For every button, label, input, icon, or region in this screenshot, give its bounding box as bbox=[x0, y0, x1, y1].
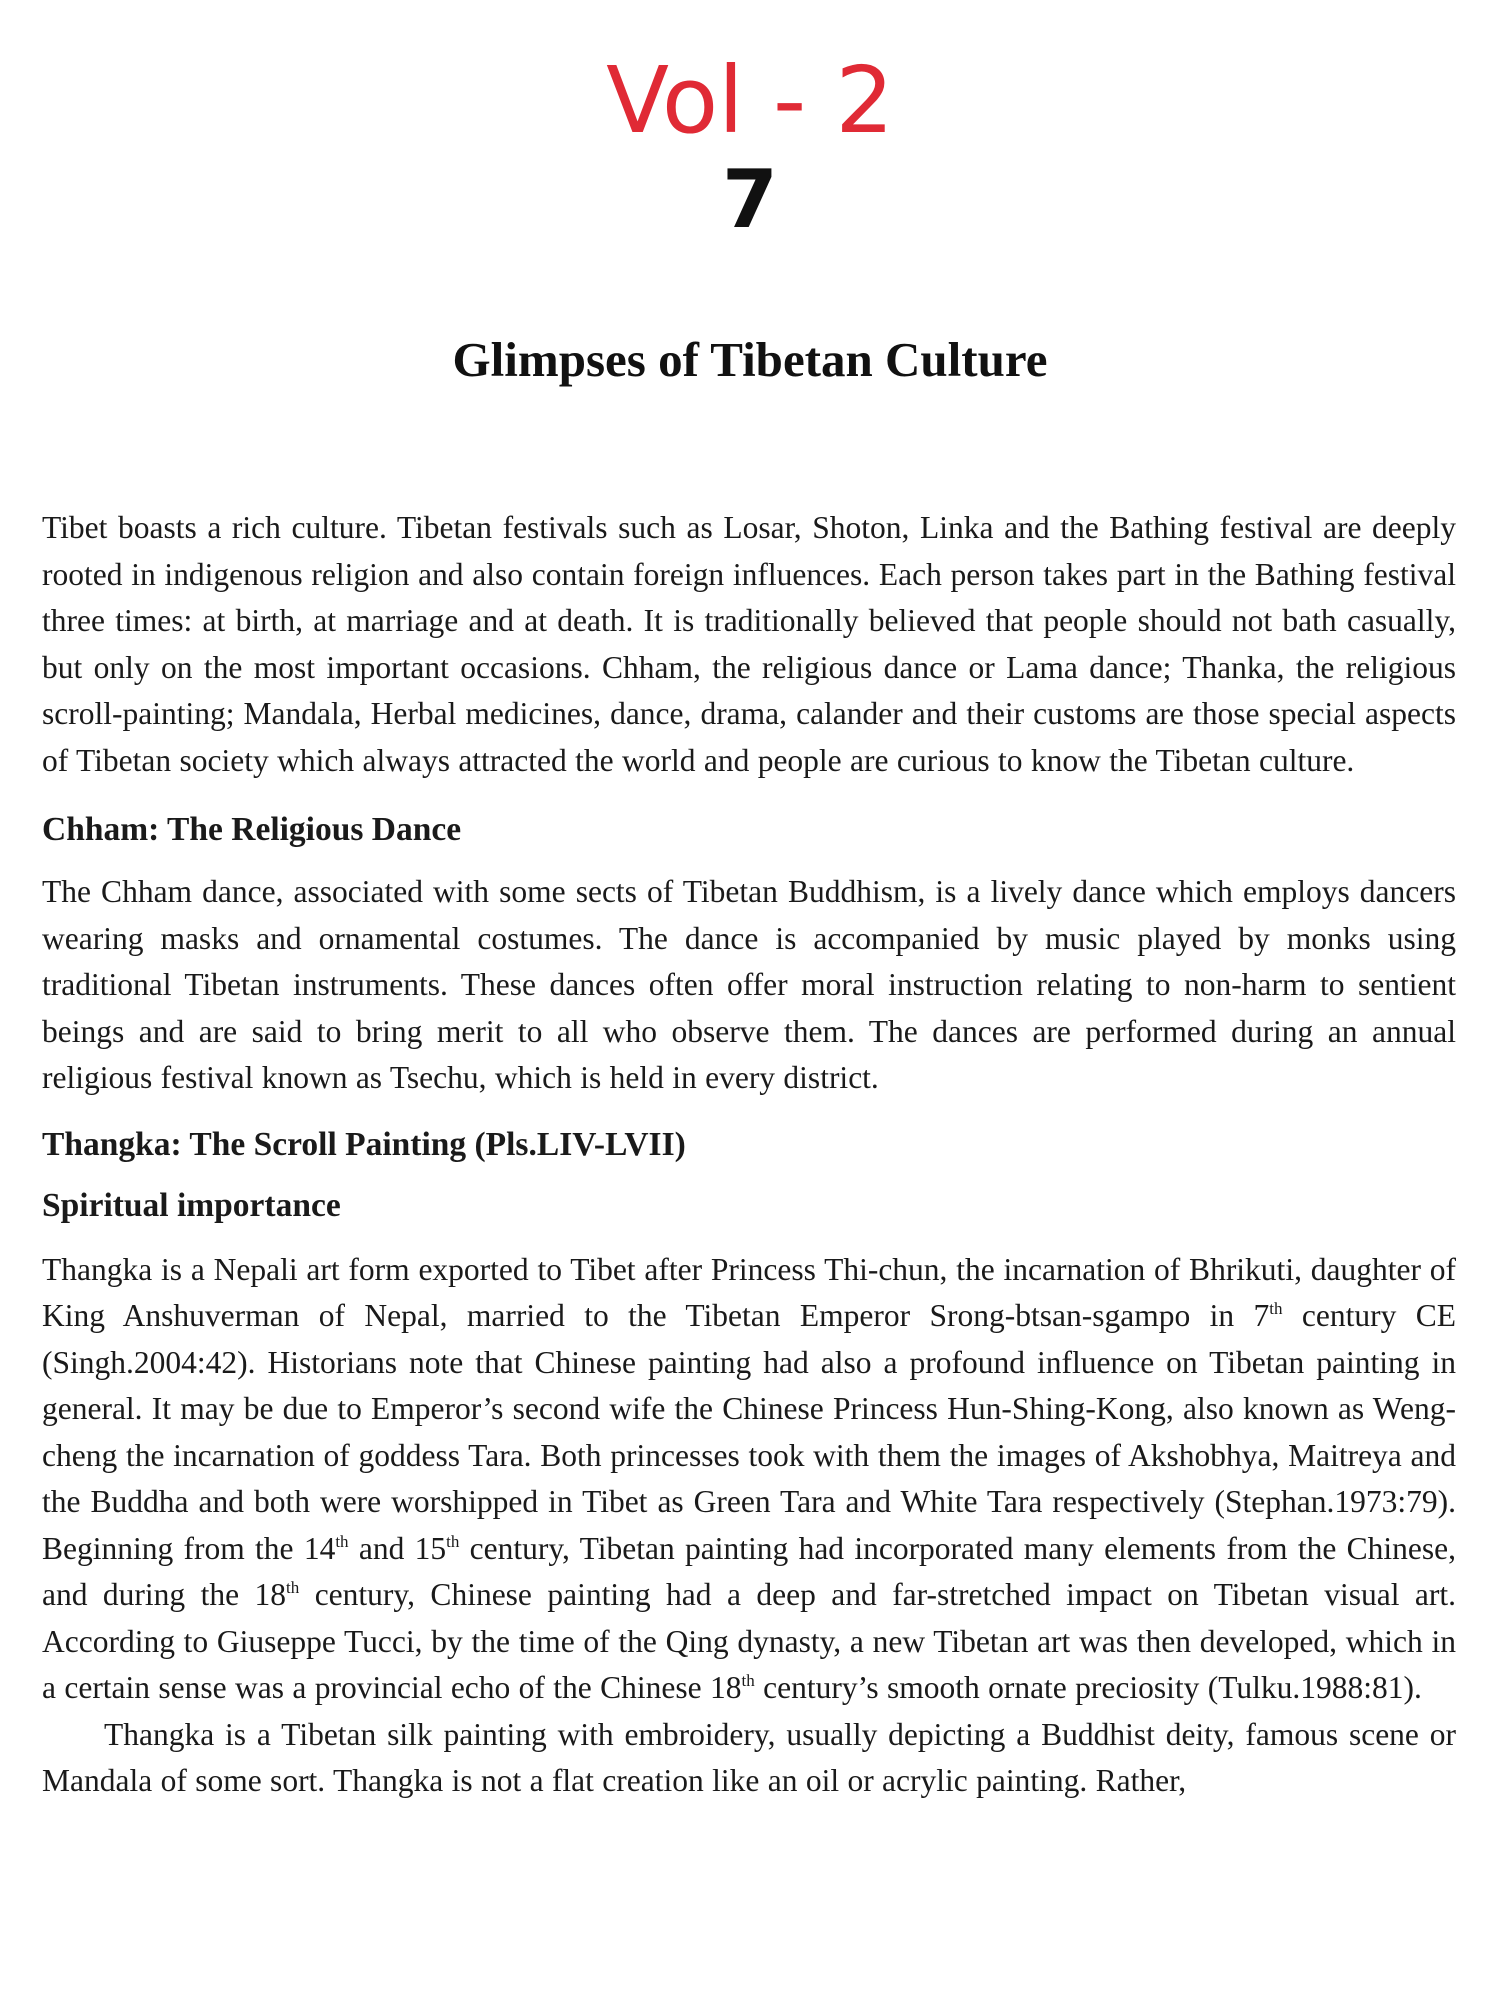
intro-paragraph: Tibet boasts a rich culture. Tibetan festivals such as Losar, Shoton, Linka and the Bathing festival are deeply rooted in indigenous religion and also contain foreign influences. Each person takes part in the Bathing festival three times: at birth, at marriage and at death. It is traditionally believed that people should not bath casually, but only on the most important occasions. Chham, the religious dance or Lama dance; Thanka, the religious scroll-painting; Mandala, Herbal medicines, dance, drama, calander and their customs are those special aspects of Tibetan society which always attracted the world and people are curious to know the Tibetan culture. bbox=[42, 510, 1456, 778]
text-run: and 15 bbox=[348, 1530, 447, 1566]
chapter-number: 7 bbox=[722, 153, 778, 246]
thangka-paragraph-1 bbox=[42, 1247, 1456, 1712]
volume-label: Vol - 2 bbox=[606, 47, 894, 154]
thangka-heading: Thangka: The Scroll Painting (Pls.LIV-LVII) bbox=[42, 1125, 686, 1163]
page-body bbox=[42, 505, 1456, 1805]
text-run: century, Chinese painting had a deep and far-stretched impact on Tibetan visual art. According to Giuseppe Tucci, by the time of the Qing dynasty, a new Tibetan art was then developed, which in a certain sense was a provincial echo of the Chinese 18 bbox=[42, 1577, 1456, 1705]
ordinal-superscript: th bbox=[446, 1531, 460, 1551]
text-run: century, Tibetan painting had incorporated many elements from the Chinese, and during the 18 bbox=[42, 1530, 1456, 1612]
spiritual-importance-subheading: Spiritual importance bbox=[42, 1186, 341, 1224]
chapter-title: Glimpses of Tibetan Culture bbox=[452, 332, 1048, 387]
ordinal-superscript: th bbox=[741, 1671, 755, 1690]
text-run: century CE (Singh.2004:42). Historians note that Chinese painting had also a profound influence on Tibetan painting in general. It may be due to Emperor’s second wife the Chinese Princess Hun-Shing-Kong, also known as Weng-cheng the incarnation of goddess Tara. Both princesses took with them the images of Akshobhya, Maitreya and the Buddha and both were worshipped in Tibet as Green Tara and White Tara respectively (Stephan.1973:79). Beginning from the 14 bbox=[42, 1298, 1456, 1566]
thangka-paragraph-2: Thangka is a Tibetan silk painting with embroidery, usually depicting a Buddhist deity, famous scene or Mandala of some sort. Thangka is not a flat creation like an oil or acrylic painting. Rather, bbox=[42, 1716, 1456, 1798]
text-run: century’s smooth ornate preciosity (Tulku.1988:81). bbox=[754, 1670, 1422, 1705]
ordinal-superscript: th bbox=[1269, 1299, 1283, 1318]
chham-paragraph: The Chham dance, associated with some sects of Tibetan Buddhism, is a lively dance which employs dancers wearing masks and ornamental costumes. The dance is accompanied by music played by monks using traditional Tibetan instruments. These dances often offer moral instruction relating to non-harm to sentient beings and are said to bring merit to all who observe them. The dances are performed during an annual religious festival known as Tsechu, which is held in every district. bbox=[42, 874, 1456, 1095]
text-run: Thangka is a Nepali art form exported to Tibet after Princess Thi-chun, the incarnation of Bhrikuti, daughter of King Anshuverman of Nepal, married to the Tibetan Emperor Srong-btsan-sgampo in 7 bbox=[42, 1251, 1456, 1333]
ordinal-superscript: th bbox=[286, 1578, 300, 1597]
chham-heading: Chham: The Religious Dance bbox=[42, 811, 462, 848]
ordinal-superscript: th bbox=[335, 1531, 349, 1551]
